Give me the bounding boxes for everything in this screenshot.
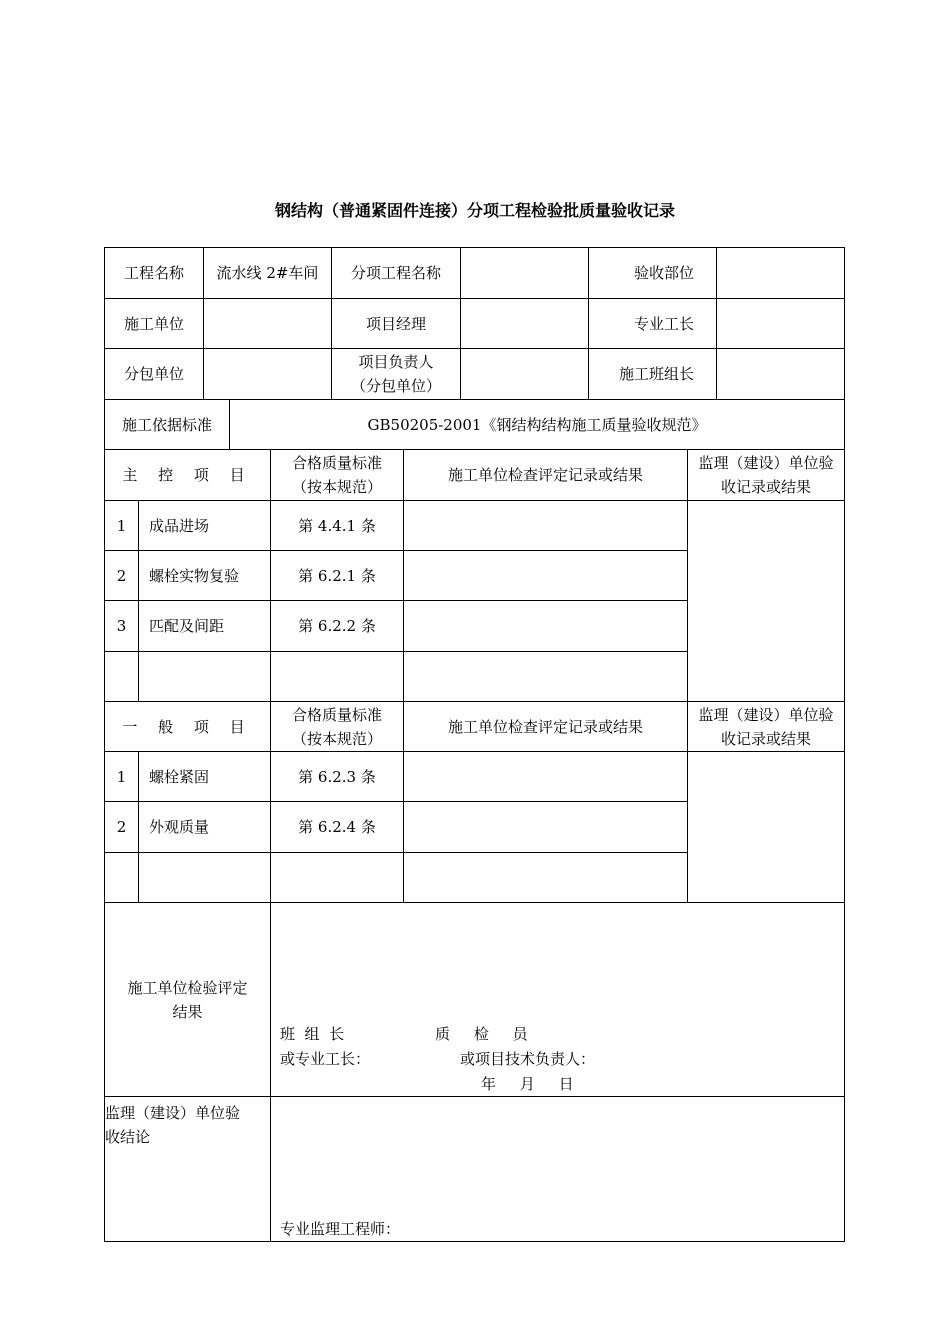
main-row-2-no: 2: [105, 551, 139, 601]
standard-header-line-2: （按本规范）: [291, 478, 382, 496]
project-manager-label: 项目经理: [332, 299, 461, 349]
conclusion-label-line-1: 监理（建设）单位验: [105, 1104, 241, 1122]
general-row-1-record[interactable]: [404, 752, 688, 802]
inspector-signature-label: 质 检 员: [435, 1025, 528, 1043]
project-leader-value[interactable]: [461, 349, 589, 400]
standard-header-line-1: 合格质量标准: [291, 454, 382, 472]
main-row-2-record[interactable]: [404, 551, 688, 601]
specialty-foreman-label: 专业工长: [589, 299, 717, 349]
main-row-3-record[interactable]: [404, 601, 688, 652]
general-row-2-record[interactable]: [404, 802, 688, 853]
general-row-3-item: [139, 853, 271, 903]
main-row-1-record[interactable]: [404, 501, 688, 551]
supervision-engineer-signature-label: 专业监理工程师：: [280, 1220, 401, 1238]
main-control-supervision-header: [688, 450, 845, 501]
main-row-3-no: 3: [105, 601, 139, 652]
main-row-4-record[interactable]: [404, 652, 688, 702]
main-control-standard-header: [271, 450, 404, 501]
main-control-supervision-cell[interactable]: [688, 501, 845, 702]
evaluation-date: 年 月 日: [481, 1075, 574, 1093]
general-row-2-standard: 第 6.2.4 条: [271, 802, 404, 853]
conclusion-label-line-2: 收结论: [105, 1128, 151, 1146]
main-row-4-item: [139, 652, 271, 702]
project-leader-label-line-1: 项目负责人: [358, 353, 434, 371]
general-standard-header-line-2: （按本规范）: [291, 729, 382, 748]
foreman-signature-label: 或专业工长：: [280, 1050, 371, 1068]
sub-project-name-label: 分项工程名称: [332, 248, 461, 299]
project-leader-label-line-2: （分包单位）: [350, 377, 441, 395]
evaluation-label: [105, 903, 271, 1097]
main-row-2-item: 螺栓实物复验: [139, 551, 271, 601]
evaluation-label-line-2: 结果: [172, 1002, 203, 1021]
general-row-1-no: 1: [105, 752, 139, 802]
project-name-value[interactable]: 流水线 2#车间: [204, 248, 332, 299]
general-section-label: 一 般 项 目: [105, 702, 271, 752]
construction-unit-label: 施工单位: [105, 299, 204, 349]
conclusion-label: [105, 1097, 271, 1242]
acceptance-part-label: 验收部位: [589, 248, 717, 299]
acceptance-part-value[interactable]: [717, 248, 845, 299]
general-row-1-item: 螺栓紧固: [139, 752, 271, 802]
main-row-1-standard: 第 4.4.1 条: [271, 501, 404, 551]
general-standard-header-line-1: 合格质量标准: [291, 705, 382, 724]
project-leader-label: [332, 349, 461, 400]
main-control-check-header: 施工单位检查评定记录或结果: [404, 450, 688, 501]
subcontract-unit-value[interactable]: [204, 349, 332, 400]
acceptance-form-table: [104, 247, 845, 1242]
general-standard-header: [271, 702, 404, 752]
main-row-4-standard: [271, 652, 404, 702]
tech-leader-signature-label: 或项目技术负责人：: [460, 1050, 596, 1068]
supervision-header-line-2: 收记录或结果: [720, 478, 811, 496]
construction-unit-value[interactable]: [204, 299, 332, 349]
supervision-header-line-1: 监理（建设）单位验: [698, 454, 834, 472]
team-leader-value[interactable]: [717, 349, 845, 400]
general-check-header: 施工单位检查评定记录或结果: [404, 702, 688, 752]
standard-label: 施工依据标准: [105, 400, 230, 450]
general-row-3-no: [105, 853, 139, 903]
evaluation-label-line-1: 施工单位检验评定: [127, 978, 248, 997]
general-row-2-no: 2: [105, 802, 139, 853]
general-row-2-item: 外观质量: [139, 802, 271, 853]
main-row-2-standard: 第 6.2.1 条: [271, 551, 404, 601]
team-leader-label: 施工班组长: [589, 349, 717, 400]
main-row-4-no: [105, 652, 139, 702]
sub-project-name-value[interactable]: [461, 248, 589, 299]
subcontract-unit-label: 分包单位: [105, 349, 204, 400]
team-leader-signature-label: 班 组 长: [280, 1025, 345, 1043]
project-name-label: 工程名称: [105, 248, 204, 299]
standard-value: GB50205-2001《钢结构结构施工质量验收规范》: [230, 400, 845, 450]
main-row-1-item: 成品进场: [139, 501, 271, 551]
general-supervision-header-line-1: 监理（建设）单位验: [698, 705, 834, 724]
main-row-1-no: 1: [105, 501, 139, 551]
specialty-foreman-value[interactable]: [717, 299, 845, 349]
general-row-3-record[interactable]: [404, 853, 688, 903]
main-row-3-standard: 第 6.2.2 条: [271, 601, 404, 652]
general-supervision-header: [688, 702, 845, 752]
document-title: 钢结构（普通紧固件连接）分项工程检验批质量验收记录: [274, 201, 675, 220]
project-manager-value[interactable]: [461, 299, 589, 349]
main-row-3-item: 匹配及间距: [139, 601, 271, 652]
main-control-section-label: 主 控 项 目: [105, 450, 271, 501]
general-row-3-standard: [271, 853, 404, 903]
general-supervision-header-line-2: 收记录或结果: [720, 729, 811, 748]
general-row-1-standard: 第 6.2.3 条: [271, 752, 404, 802]
general-supervision-cell[interactable]: [688, 752, 845, 903]
